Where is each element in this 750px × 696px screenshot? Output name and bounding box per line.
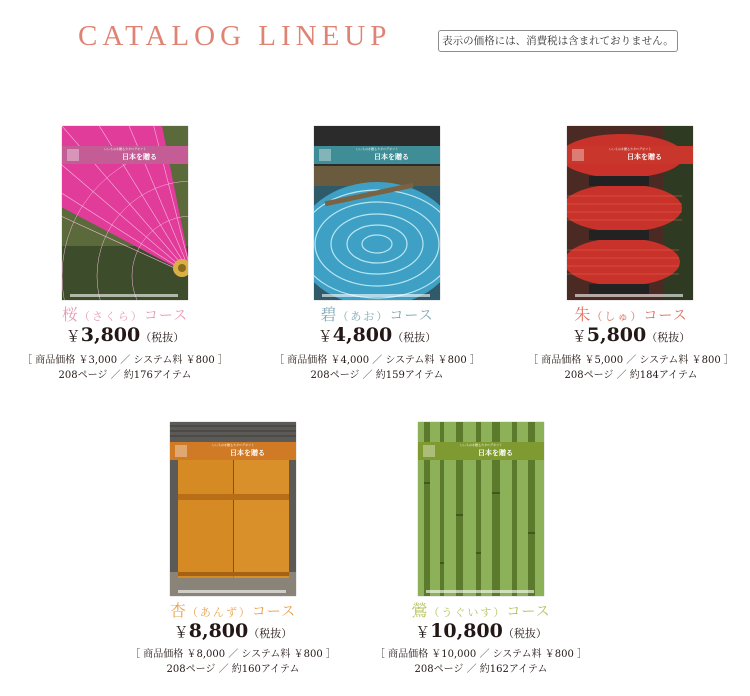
course-name [356, 598, 606, 621]
price-breakdown: ［ 商品価格 ￥4,000 ／ システム料 ￥800 ］ [274, 355, 480, 366]
catalog-cover-ao[interactable] [314, 126, 440, 300]
tax-label: （税抜） [502, 627, 547, 640]
course-price [356, 620, 606, 642]
cover-logo-square [423, 445, 435, 457]
course-kanji: 鶯 [411, 601, 429, 620]
course-name [252, 302, 502, 325]
catalog-cover-sakura[interactable] [62, 126, 188, 300]
price-value: 10,800 [430, 620, 503, 642]
cover-title: 日本を贈る [230, 448, 265, 457]
tax-label: （税抜） [392, 331, 437, 344]
cover-subtitle: いいものを贈るカタログギフト [212, 443, 255, 447]
price-value: 5,800 [586, 324, 647, 346]
yen-symbol: ￥ [415, 623, 431, 641]
page-title: CATALOG LINEUP [78, 20, 392, 52]
cover-footer-strip [426, 590, 534, 593]
course-kanji: 桜 [61, 305, 79, 324]
cover-title-band [62, 146, 188, 164]
cover-subtitle: いいものを贈るカタログギフト [609, 147, 652, 151]
course-price [108, 620, 358, 642]
price-breakdown: ［ 商品価格 ￥8,000 ／ システム料 ￥800 ］ [130, 649, 336, 660]
tax-label: （税抜） [140, 331, 185, 344]
page-item-count: 208ページ ／ 約160アイテム [166, 664, 300, 675]
course-suffix: コース [389, 308, 434, 324]
cover-title: 日本を贈る [122, 152, 157, 161]
page-item-count: 208ページ ／ 約162アイテム [414, 664, 548, 675]
yen-symbol: ￥ [65, 327, 81, 345]
course-kanji: 碧 [320, 305, 338, 324]
price-breakdown: ［ 商品価格 ￥10,000 ／ システム料 ￥800 ］ [374, 649, 588, 660]
price-value: 4,800 [332, 324, 393, 346]
price-breakdown: ［ 商品価格 ￥3,000 ／ システム料 ￥800 ］ [22, 355, 228, 366]
tax-notice-box: 表示の価格には、消費税は含まれておりません。 [438, 30, 678, 52]
course-name [108, 598, 358, 621]
course-reading: （あお） [337, 310, 390, 323]
course-price [0, 324, 250, 346]
course-suffix: コース [506, 604, 551, 620]
course-price [506, 324, 750, 346]
cover-logo-square [67, 149, 79, 161]
course-suffix: コース [643, 308, 688, 324]
cover-subtitle: いいものを贈るカタログギフト [356, 147, 399, 151]
cover-footer-strip [70, 294, 178, 297]
cover-title: 日本を贈る [627, 152, 662, 161]
course-suffix: コース [143, 308, 189, 324]
page-item-count: 208ページ ／ 約159アイテム [310, 370, 444, 381]
page-item-count: 208ページ ／ 約176アイテム [58, 370, 192, 381]
price-breakdown: ［ 商品価格 ￥5,000 ／ システム料 ￥800 ］ [528, 355, 734, 366]
cover-title-band [418, 442, 544, 460]
catalog-cover-uguisu[interactable] [418, 422, 544, 596]
catalog-cover-shu[interactable] [567, 126, 693, 300]
page-item-count: 208ページ ／ 約184アイテム [564, 370, 698, 381]
cover-subtitle: いいものを贈るカタログギフト [460, 443, 503, 447]
cover-title-band [314, 146, 440, 164]
course-name [506, 302, 750, 325]
course-kanji: 杏 [169, 601, 187, 620]
course-suffix: コース [251, 604, 297, 620]
cover-footer-strip [575, 294, 683, 297]
tax-label: （税抜） [646, 331, 691, 344]
cover-title: 日本を贈る [478, 448, 513, 457]
cover-title-band [567, 146, 693, 164]
course-price [252, 324, 502, 346]
yen-symbol: ￥ [173, 623, 189, 641]
cover-logo-square [319, 149, 331, 161]
tax-label: （税抜） [248, 627, 293, 640]
catalog-cover-anzu[interactable] [170, 422, 296, 596]
course-reading: （うぐいす） [428, 606, 507, 619]
cover-footer-strip [178, 590, 286, 593]
course-reading: （さくら） [78, 310, 144, 323]
course-kanji: 朱 [574, 305, 592, 324]
cover-title: 日本を贈る [374, 152, 409, 161]
cover-logo-square [175, 445, 187, 457]
cover-footer-strip [322, 294, 430, 297]
price-value: 8,800 [188, 620, 249, 642]
cover-title-band [170, 442, 296, 460]
price-value: 3,800 [80, 324, 141, 346]
yen-symbol: ￥ [317, 327, 333, 345]
cover-logo-square [572, 149, 584, 161]
course-reading: （しゅ） [591, 310, 644, 323]
yen-symbol: ￥ [571, 327, 587, 345]
course-reading: （あんず） [186, 606, 252, 619]
course-name [0, 302, 250, 325]
cover-subtitle: いいものを贈るカタログギフト [104, 147, 147, 151]
